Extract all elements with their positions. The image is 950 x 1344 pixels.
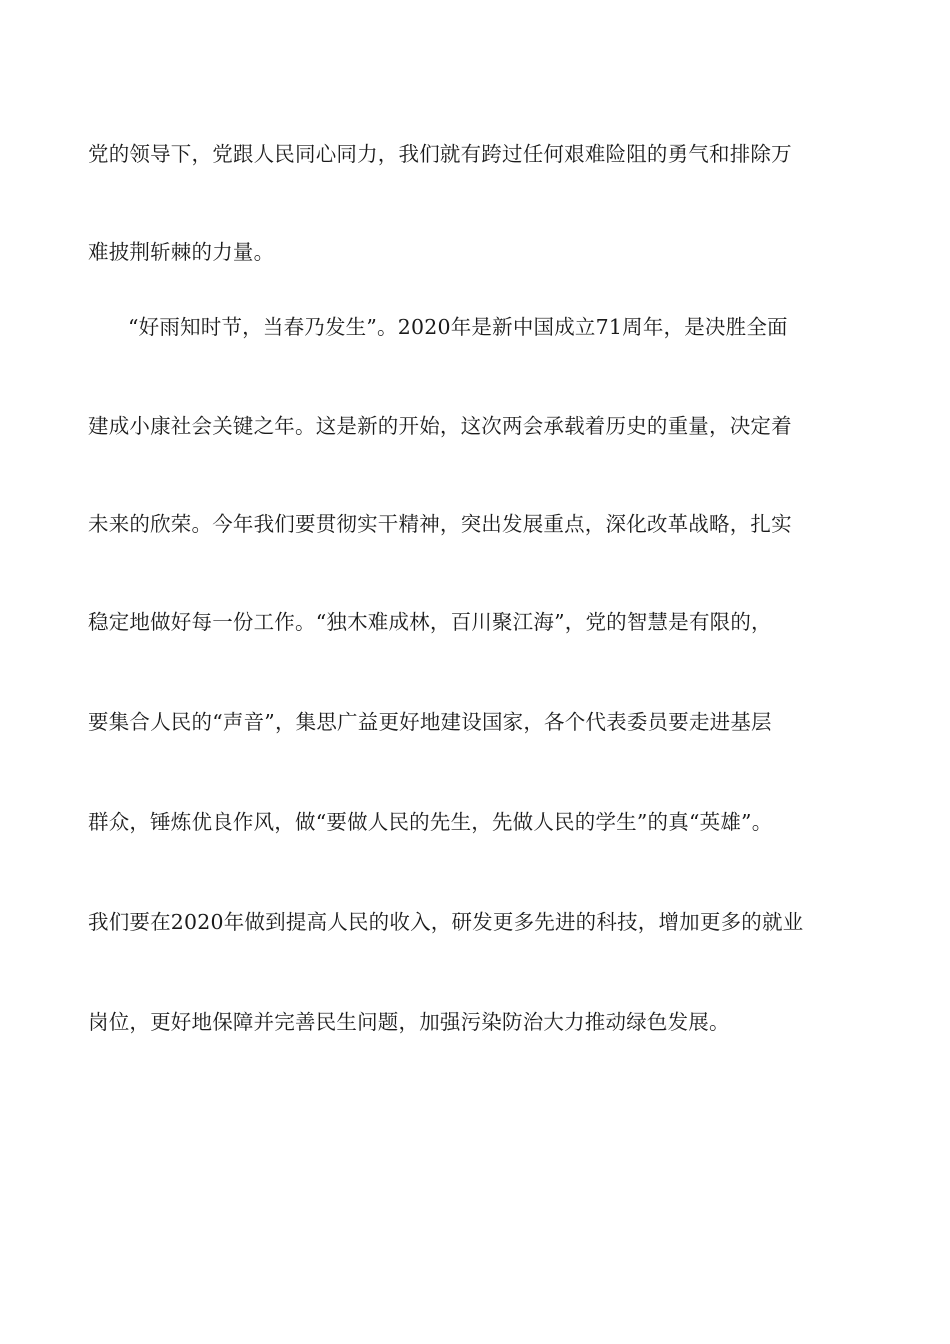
paragraph-line-5: 未来的欣荣。今年我们要贯彻实干精神，突出发展重点，深化改革战略，扎实: [88, 512, 792, 536]
paragraph-line-6: 稳定地做好每一份工作。“独木难成林，百川聚江海”，党的智慧是有限的，: [88, 610, 772, 634]
paragraph-line-8: 群众，锤炼优良作风，做“要做人民的先生，先做人民的学生”的真“英雄”。: [88, 810, 773, 834]
paragraph-line-1: 党的领导下，党跟人民同心同力，我们就有跨过任何艰难险阻的勇气和排除万: [88, 142, 792, 166]
paragraph-line-3: “好雨知时节，当春乃发生”。2020年是新中国成立71周年，是决胜全面: [128, 315, 788, 339]
paragraph-line-4: 建成小康社会关键之年。这是新的开始，这次两会承载着历史的重量，决定着: [88, 414, 792, 438]
paragraph-line-2: 难披荆斩棘的力量。: [88, 240, 275, 264]
paragraph-line-9: 我们要在2020年做到提高人民的收入，研发更多先进的科技，增加更多的就业: [88, 910, 804, 934]
paragraph-line-10: 岗位，更好地保障并完善民生问题，加强污染防治大力推动绿色发展。: [88, 1010, 730, 1034]
paragraph-line-7: 要集合人民的“声音”，集思广益更好地建设国家，各个代表委员要走进基层: [88, 710, 772, 734]
